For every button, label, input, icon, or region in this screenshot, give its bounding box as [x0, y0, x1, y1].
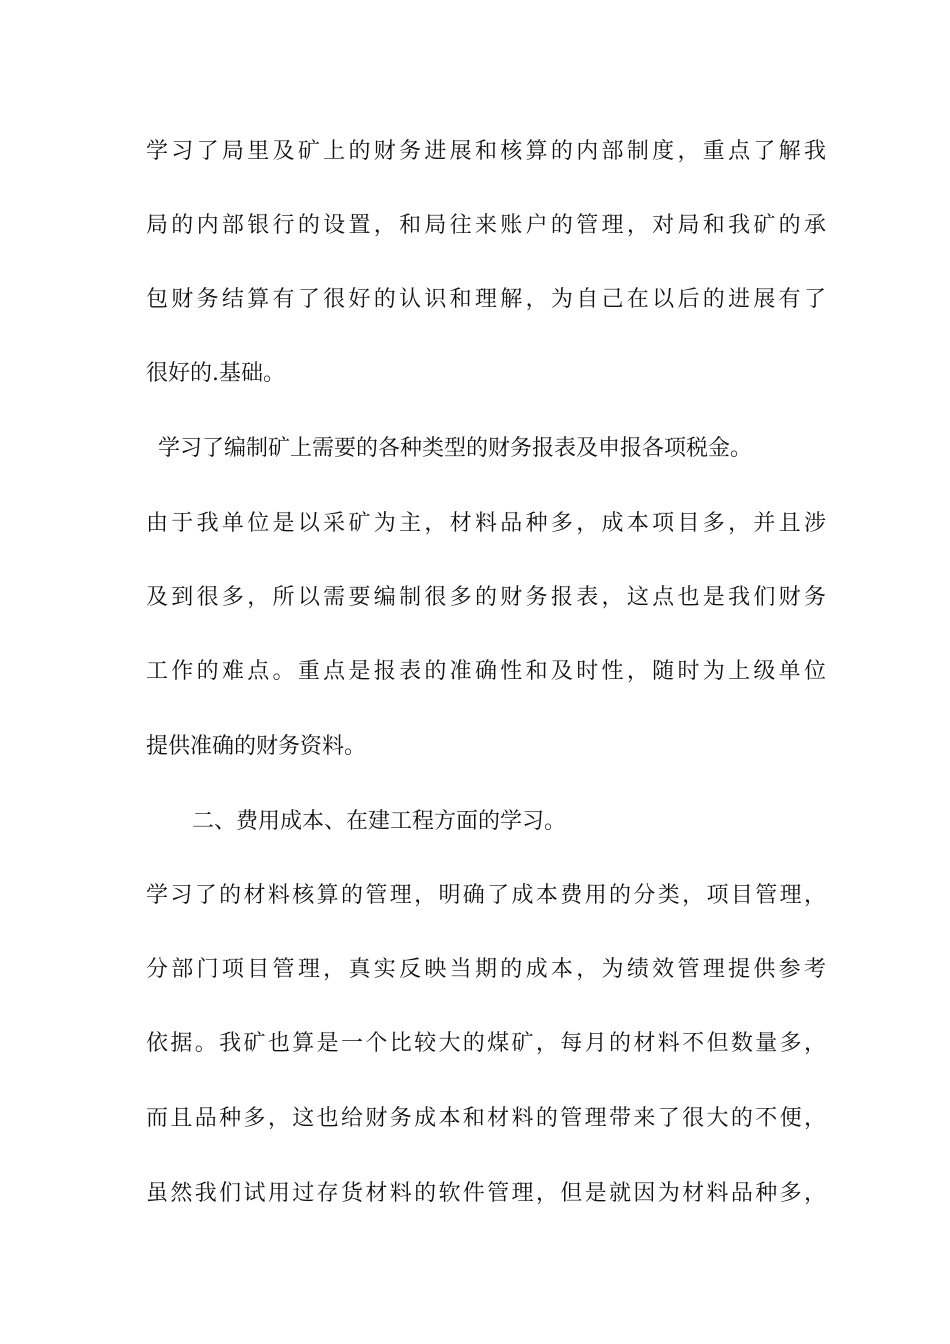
paragraph-line: 虽然我们试用过存货材料的软件管理，但是就因为材料品种多，: [146, 1181, 826, 1206]
paragraph-line: 包财务结算有了很好的认识和理解，为自己在以后的进展有了: [146, 287, 826, 312]
paragraph-line: 而且品种多，这也给财务成本和材料的管理带来了很大的不便，: [146, 1106, 826, 1131]
paragraph-line: 很好的.基础。: [146, 361, 285, 386]
paragraph-line: 局的内部银行的设置，和局往来账户的管理，对局和我矿的承: [146, 213, 826, 238]
section-heading: 二、费用成本、在建工程方面的学习。: [192, 809, 567, 834]
paragraph-line: 及到很多，所以需要编制很多的财务报表，这点也是我们财务: [146, 585, 826, 610]
paragraph-line: 由于我单位是以采矿为主，材料品种多，成本项目多，并且涉: [146, 511, 826, 536]
paragraph-line: 学习了的材料核算的管理，明确了成本费用的分类，项目管理，: [146, 883, 826, 908]
paragraph-line: 学习了局里及矿上的财务进展和核算的内部制度，重点了解我: [146, 139, 826, 164]
paragraph-line: 学习了编制矿上需要的各种类型的财务报表及申报各项税金。: [158, 436, 753, 461]
paragraph-line: 提供准确的财务资料。: [146, 734, 367, 759]
paragraph-line: 工作的难点。重点是报表的准确性和及时性，随时为上级单位: [146, 659, 826, 684]
paragraph-line: 依据。我矿也算是一个比较大的煤矿，每月的材料不但数量多，: [146, 1031, 826, 1056]
paragraph-line: 分部门项目管理，真实反映当期的成本，为绩效管理提供参考: [146, 957, 826, 982]
